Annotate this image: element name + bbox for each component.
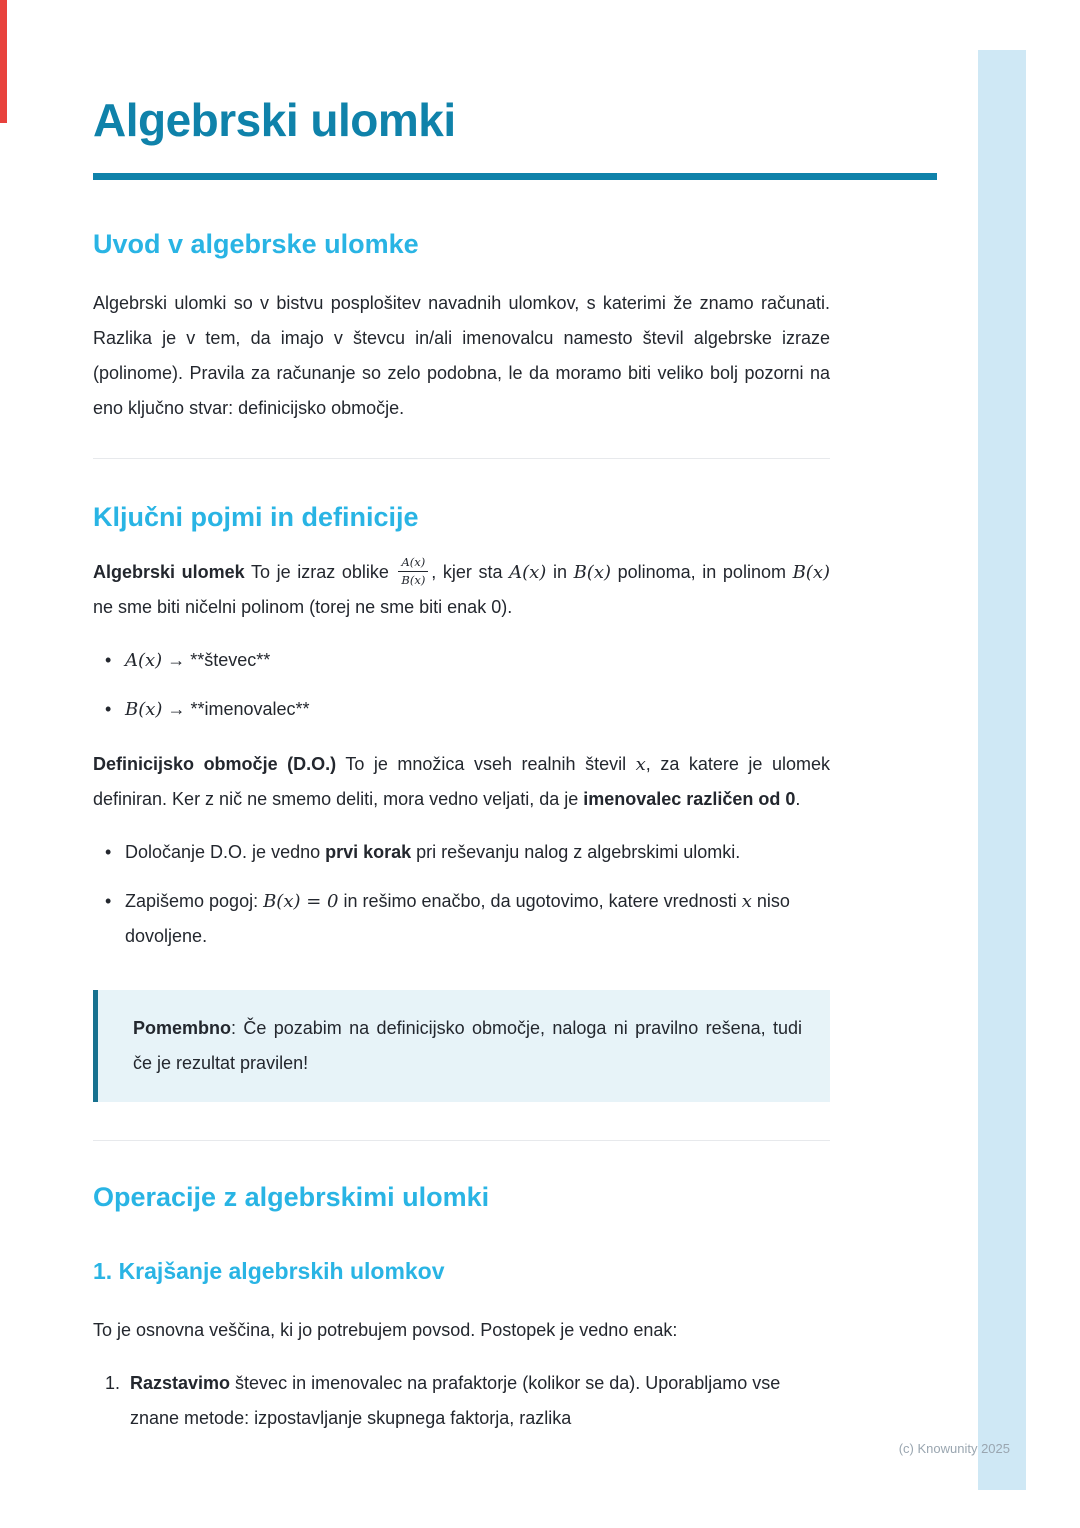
list-item-text: Določanje D.O. je vedno prvi korak pri reševanju nalog z algebrskimi ulomki. xyxy=(125,842,741,862)
bullet-marker: • xyxy=(105,650,112,670)
callout-text: Pomembno: Če pozabim na definicijsko območje, naloga ni pravilno rešena, tudi če je rezultat pravilen! xyxy=(133,1018,802,1073)
footer-credit: (c) Knowunity 2025 xyxy=(898,1441,1010,1456)
content-column xyxy=(93,0,830,1436)
section-heading-kljucni: Ključni pojmi in definicije xyxy=(93,502,419,532)
list-item-text: Zapišemo pogoj: B(x) = 0 in rešimo enačbo, da ugotovimo, katere vrednosti x niso dovoljene. xyxy=(125,891,790,946)
bullet-list-do xyxy=(93,835,830,954)
divider xyxy=(93,1140,830,1141)
numbered-item-text: Razstavimo števec in imenovalec na prafaktorje (kolikor se da). Uporabljamo vse znane metode: izpostavljanje skupnega faktorja, razlika xyxy=(130,1373,781,1428)
paragraph-uvod: Algebrski ulomki so v bistvu posplošitev navadnih ulomkov, s katerimi že znamo računati. Razlika je v tem, da imajo v števcu in/ali imenovalcu namesto števil algebrske izraze (polinome). Pravila za računanje so zelo podobna, le da moramo biti veliko bolj pozorni na eno ključno stvar: definicijsko območje. xyxy=(93,293,830,418)
numbered-item xyxy=(93,1366,830,1436)
paragraph-definicija-ulomka: Algebrski ulomek To je izraz oblike $\frac{A(x)}{B(x)}$ , kjer sta A(x) in B(x) polinoma, in polinom B(x) ne sme biti ničelni polinom (torej ne sme biti enak 0). xyxy=(93,555,831,617)
numbered-list-postopek xyxy=(93,1366,830,1436)
paragraph-definicijsko-obmocje: Definicijsko območje (D.O.) To je množica vseh realnih števil x, za katere je ulomek definiran. Ker z nič ne smemo deliti, mora vedno veljati, da je imenovalec različen od 0. xyxy=(93,754,831,809)
list-item xyxy=(93,835,830,870)
side-strip xyxy=(978,50,1026,1490)
page-title: Algebrski ulomki xyxy=(93,94,456,146)
bullet-marker: • xyxy=(105,842,112,862)
number-marker: 1. xyxy=(105,1373,121,1393)
list-item-text: B(x) → **imenovalec** xyxy=(125,699,310,720)
list-item xyxy=(93,643,830,678)
list-item-text: A(x) → **števec** xyxy=(125,650,271,671)
divider xyxy=(93,458,830,459)
section-heading-uvod: Uvod v algebrske ulomke xyxy=(93,229,419,259)
subsection-heading-krajsanje: 1. Krajšanje algebrskih ulomkov xyxy=(93,1258,445,1284)
list-item xyxy=(93,884,830,954)
bullet-marker: • xyxy=(105,699,112,719)
title-rule xyxy=(93,173,937,180)
bullet-marker: • xyxy=(105,891,112,911)
list-item xyxy=(93,692,830,727)
section-heading-operacije: Operacije z algebrskimi ulomki xyxy=(93,1182,490,1212)
paragraph-postopek: To je osnovna veščina, ki jo potrebujem povsod. Postopek je vedno enak: xyxy=(93,1320,678,1340)
bullet-list-stevec-imenovalec xyxy=(93,643,830,727)
callout-pomembno xyxy=(93,990,830,1102)
red-accent-bar xyxy=(0,0,7,123)
